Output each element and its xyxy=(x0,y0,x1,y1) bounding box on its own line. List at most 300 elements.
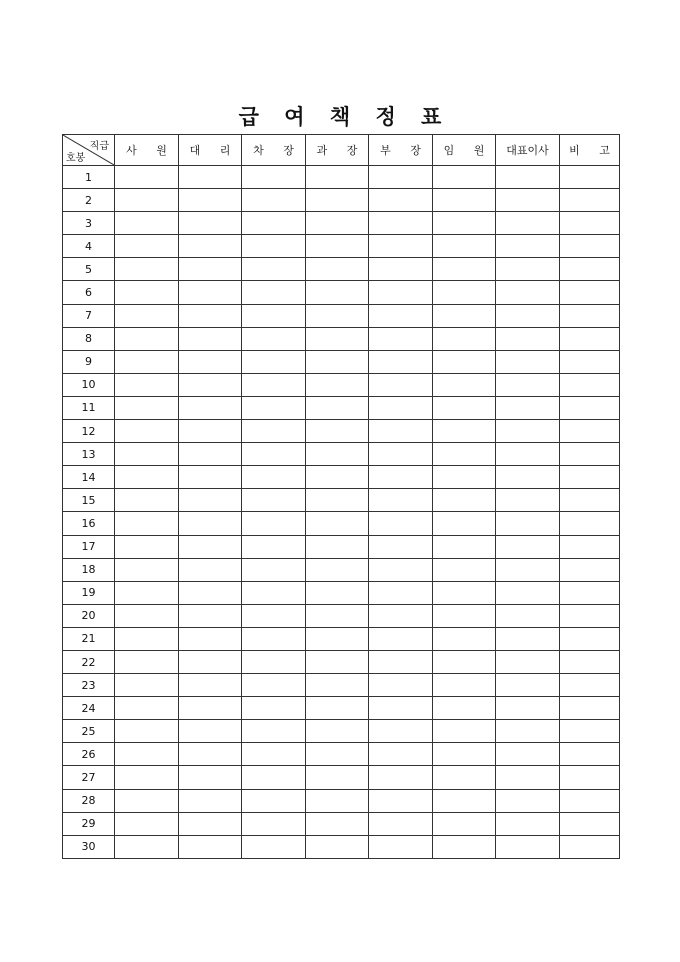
row-number-cell: 5 xyxy=(63,258,115,281)
table-cell xyxy=(496,720,560,743)
table-cell xyxy=(433,327,496,350)
table-row xyxy=(63,835,620,858)
table-cell xyxy=(115,373,179,396)
table-cell xyxy=(496,489,560,512)
table-cell xyxy=(179,766,242,789)
table-cell xyxy=(433,350,496,373)
table-cell xyxy=(306,350,369,373)
table-cell xyxy=(496,812,560,835)
table-cell xyxy=(115,212,179,235)
table-cell xyxy=(496,304,560,327)
table-cell xyxy=(242,512,306,535)
table-cell xyxy=(496,235,560,258)
table-cell xyxy=(179,720,242,743)
table-cell xyxy=(496,558,560,581)
table-cell xyxy=(306,789,369,812)
table-cell xyxy=(242,812,306,835)
table-cell xyxy=(179,235,242,258)
table-row xyxy=(63,512,620,535)
row-number-cell: 10 xyxy=(63,373,115,396)
table-cell xyxy=(115,350,179,373)
table-cell xyxy=(560,812,620,835)
table-cell xyxy=(242,420,306,443)
table-cell xyxy=(560,743,620,766)
table-cell xyxy=(560,304,620,327)
row-number-cell: 9 xyxy=(63,350,115,373)
table-cell xyxy=(179,581,242,604)
table-cell xyxy=(560,512,620,535)
table-row xyxy=(63,789,620,812)
table-cell xyxy=(369,258,433,281)
table-cell xyxy=(115,697,179,720)
row-number-cell: 3 xyxy=(63,212,115,235)
corner-label-rank: 직급 xyxy=(89,141,109,152)
row-number-cell: 12 xyxy=(63,420,115,443)
row-number-cell: 27 xyxy=(63,766,115,789)
table-cell xyxy=(306,535,369,558)
table-cell xyxy=(179,373,242,396)
table-cell xyxy=(496,466,560,489)
table-cell xyxy=(179,420,242,443)
table-cell xyxy=(560,697,620,720)
table-cell xyxy=(306,235,369,258)
table-cell xyxy=(369,304,433,327)
row-number-cell: 17 xyxy=(63,535,115,558)
table-cell xyxy=(369,558,433,581)
row-number-cell: 21 xyxy=(63,627,115,650)
table-cell xyxy=(242,627,306,650)
table-cell xyxy=(369,627,433,650)
table-cell xyxy=(560,720,620,743)
table-cell xyxy=(433,812,496,835)
table-cell xyxy=(369,674,433,697)
table-cell xyxy=(433,558,496,581)
table-row xyxy=(63,281,620,304)
table-cell xyxy=(369,235,433,258)
table-row xyxy=(63,258,620,281)
table-row xyxy=(63,327,620,350)
table-cell xyxy=(496,373,560,396)
table-cell xyxy=(306,697,369,720)
table-cell xyxy=(242,789,306,812)
table-cell xyxy=(115,466,179,489)
table-cell xyxy=(306,512,369,535)
table-cell xyxy=(560,489,620,512)
table-cell xyxy=(560,674,620,697)
table-cell xyxy=(496,512,560,535)
table-row xyxy=(63,350,620,373)
column-header: 대 리 xyxy=(179,135,242,166)
table-cell xyxy=(369,281,433,304)
table-cell xyxy=(179,212,242,235)
table-cell xyxy=(560,443,620,466)
table-cell xyxy=(242,373,306,396)
table-row xyxy=(63,373,620,396)
table-cell xyxy=(242,212,306,235)
table-cell xyxy=(433,373,496,396)
table-cell xyxy=(306,604,369,627)
table-cell xyxy=(115,604,179,627)
table-cell xyxy=(433,650,496,673)
row-number-cell: 29 xyxy=(63,812,115,835)
row-number-cell: 1 xyxy=(63,166,115,189)
table-cell xyxy=(115,627,179,650)
table-row xyxy=(63,189,620,212)
table-cell xyxy=(306,327,369,350)
table-cell xyxy=(179,489,242,512)
table-row xyxy=(63,627,620,650)
table-cell xyxy=(560,235,620,258)
row-number-cell: 30 xyxy=(63,835,115,858)
row-number-cell: 11 xyxy=(63,396,115,419)
table-cell xyxy=(242,604,306,627)
table-cell xyxy=(179,189,242,212)
table-cell xyxy=(306,281,369,304)
table-cell xyxy=(433,166,496,189)
table-cell xyxy=(369,373,433,396)
table-cell xyxy=(242,720,306,743)
table-cell xyxy=(115,789,179,812)
table-cell xyxy=(306,373,369,396)
table-cell xyxy=(115,420,179,443)
table-row xyxy=(63,466,620,489)
table-cell xyxy=(306,650,369,673)
table-cell xyxy=(115,743,179,766)
table-cell xyxy=(369,766,433,789)
table-cell xyxy=(560,789,620,812)
table-cell xyxy=(369,743,433,766)
table-cell xyxy=(306,720,369,743)
table-cell xyxy=(179,396,242,419)
table-cell xyxy=(115,535,179,558)
table-cell xyxy=(496,766,560,789)
table-cell xyxy=(306,674,369,697)
table-cell xyxy=(433,674,496,697)
table-cell xyxy=(560,650,620,673)
header-row xyxy=(63,135,620,166)
table-cell xyxy=(179,443,242,466)
row-number-cell: 4 xyxy=(63,235,115,258)
table-cell xyxy=(179,604,242,627)
table-cell xyxy=(115,235,179,258)
table-cell xyxy=(115,650,179,673)
table-cell xyxy=(496,258,560,281)
column-header: 과 장 xyxy=(306,135,369,166)
column-header: 비 고 xyxy=(560,135,620,166)
table-cell xyxy=(560,189,620,212)
table-row xyxy=(63,650,620,673)
table-cell xyxy=(560,373,620,396)
corner-header-cell xyxy=(63,135,115,166)
table-cell xyxy=(242,835,306,858)
table-cell xyxy=(433,258,496,281)
table-cell xyxy=(179,258,242,281)
table-cell xyxy=(306,466,369,489)
table-cell xyxy=(496,650,560,673)
table-cell xyxy=(560,604,620,627)
table-cell xyxy=(369,166,433,189)
table-cell xyxy=(306,835,369,858)
row-number-cell: 19 xyxy=(63,581,115,604)
column-header: 차 장 xyxy=(242,135,306,166)
table-cell xyxy=(242,674,306,697)
table-cell xyxy=(496,281,560,304)
table-cell xyxy=(179,512,242,535)
table-row xyxy=(63,697,620,720)
table-cell xyxy=(242,350,306,373)
table-cell xyxy=(433,835,496,858)
table-cell xyxy=(433,443,496,466)
table-cell xyxy=(306,443,369,466)
table-row xyxy=(63,720,620,743)
table-cell xyxy=(496,604,560,627)
table-cell xyxy=(369,697,433,720)
table-cell xyxy=(306,489,369,512)
table-cell xyxy=(369,535,433,558)
table-cell xyxy=(242,281,306,304)
table-cell xyxy=(306,258,369,281)
table-row xyxy=(63,212,620,235)
table-cell xyxy=(242,697,306,720)
row-number-cell: 18 xyxy=(63,558,115,581)
table-cell xyxy=(369,420,433,443)
table-cell xyxy=(115,720,179,743)
table-cell xyxy=(306,766,369,789)
table-cell xyxy=(433,512,496,535)
table-cell xyxy=(369,650,433,673)
table-cell xyxy=(496,674,560,697)
table-cell xyxy=(433,766,496,789)
table-cell xyxy=(242,650,306,673)
table-cell xyxy=(560,581,620,604)
table-cell xyxy=(179,627,242,650)
table-cell xyxy=(496,166,560,189)
table-row xyxy=(63,558,620,581)
table-cell xyxy=(433,466,496,489)
table-cell xyxy=(306,581,369,604)
table-cell xyxy=(115,489,179,512)
table-cell xyxy=(242,235,306,258)
table-row xyxy=(63,420,620,443)
table-cell xyxy=(115,258,179,281)
table-cell xyxy=(115,189,179,212)
table-cell xyxy=(242,304,306,327)
table-cell xyxy=(179,674,242,697)
table-cell xyxy=(496,443,560,466)
table-cell xyxy=(433,604,496,627)
table-cell xyxy=(179,835,242,858)
row-number-cell: 16 xyxy=(63,512,115,535)
table-cell xyxy=(115,443,179,466)
column-header: 부 장 xyxy=(369,135,433,166)
table-cell xyxy=(306,166,369,189)
table-cell xyxy=(433,420,496,443)
table-body xyxy=(63,166,620,859)
row-number-cell: 14 xyxy=(63,466,115,489)
table-cell xyxy=(433,281,496,304)
row-number-cell: 20 xyxy=(63,604,115,627)
table-cell xyxy=(496,350,560,373)
table-cell xyxy=(242,558,306,581)
table-cell xyxy=(560,396,620,419)
table-cell xyxy=(369,189,433,212)
table-cell xyxy=(369,396,433,419)
row-number-cell: 2 xyxy=(63,189,115,212)
table-row xyxy=(63,443,620,466)
table-cell xyxy=(369,212,433,235)
table-cell xyxy=(306,189,369,212)
table-cell xyxy=(115,835,179,858)
table-cell xyxy=(496,789,560,812)
table-cell xyxy=(115,766,179,789)
table-cell xyxy=(369,512,433,535)
table-cell xyxy=(433,581,496,604)
row-number-cell: 7 xyxy=(63,304,115,327)
table-cell xyxy=(433,489,496,512)
table-cell xyxy=(369,720,433,743)
table-cell xyxy=(242,466,306,489)
table-cell xyxy=(496,212,560,235)
table-cell xyxy=(369,350,433,373)
row-number-cell: 23 xyxy=(63,674,115,697)
table-cell xyxy=(242,327,306,350)
table-row xyxy=(63,304,620,327)
table-cell xyxy=(560,766,620,789)
table-cell xyxy=(496,581,560,604)
table-cell xyxy=(242,743,306,766)
table-cell xyxy=(242,535,306,558)
table-row xyxy=(63,166,620,189)
table-cell xyxy=(560,627,620,650)
table-cell xyxy=(369,327,433,350)
column-header: 대표이사 xyxy=(496,135,560,166)
table-cell xyxy=(433,212,496,235)
table-cell xyxy=(306,558,369,581)
table-cell xyxy=(115,281,179,304)
table-cell xyxy=(115,512,179,535)
table-cell xyxy=(496,835,560,858)
table-cell xyxy=(369,443,433,466)
table-cell xyxy=(115,558,179,581)
table-cell xyxy=(115,812,179,835)
table-cell xyxy=(496,189,560,212)
table-cell xyxy=(306,420,369,443)
column-header: 사 원 xyxy=(115,135,179,166)
table-cell xyxy=(496,627,560,650)
table-cell xyxy=(496,535,560,558)
table-cell xyxy=(369,789,433,812)
table-cell xyxy=(560,212,620,235)
table-cell xyxy=(179,327,242,350)
table-cell xyxy=(369,466,433,489)
table-cell xyxy=(179,789,242,812)
table-cell xyxy=(115,327,179,350)
table-cell xyxy=(242,189,306,212)
table-cell xyxy=(369,812,433,835)
table-cell xyxy=(179,350,242,373)
table-cell xyxy=(496,743,560,766)
table-cell xyxy=(179,466,242,489)
table-cell xyxy=(306,212,369,235)
table-cell xyxy=(560,466,620,489)
table-row xyxy=(63,581,620,604)
table-cell xyxy=(369,835,433,858)
table-cell xyxy=(242,166,306,189)
table-cell xyxy=(560,350,620,373)
table-cell xyxy=(560,258,620,281)
table-row xyxy=(63,674,620,697)
table-cell xyxy=(433,235,496,258)
table-cell xyxy=(179,535,242,558)
table-cell xyxy=(560,558,620,581)
table-cell xyxy=(179,812,242,835)
row-number-cell: 22 xyxy=(63,650,115,673)
table-cell xyxy=(179,166,242,189)
table-cell xyxy=(306,396,369,419)
row-number-cell: 6 xyxy=(63,281,115,304)
table-cell xyxy=(115,581,179,604)
table-cell xyxy=(433,789,496,812)
table-cell xyxy=(306,812,369,835)
row-number-cell: 24 xyxy=(63,697,115,720)
table-cell xyxy=(496,697,560,720)
table-cell xyxy=(433,304,496,327)
table-row xyxy=(63,235,620,258)
table-cell xyxy=(496,396,560,419)
row-number-cell: 28 xyxy=(63,789,115,812)
table-row xyxy=(63,743,620,766)
table-cell xyxy=(306,304,369,327)
table-cell xyxy=(433,720,496,743)
table-cell xyxy=(306,627,369,650)
table-cell xyxy=(560,535,620,558)
row-number-cell: 26 xyxy=(63,743,115,766)
table-cell xyxy=(560,835,620,858)
table-cell xyxy=(433,396,496,419)
table-cell xyxy=(242,258,306,281)
table-row xyxy=(63,489,620,512)
table-row xyxy=(63,604,620,627)
table-cell xyxy=(179,697,242,720)
table-cell xyxy=(306,743,369,766)
table-cell xyxy=(115,674,179,697)
row-number-cell: 13 xyxy=(63,443,115,466)
table-cell xyxy=(242,396,306,419)
table-cell xyxy=(560,166,620,189)
table-cell xyxy=(179,281,242,304)
table-row xyxy=(63,396,620,419)
table-cell xyxy=(369,604,433,627)
table-cell xyxy=(496,327,560,350)
table-cell xyxy=(560,281,620,304)
table-cell xyxy=(369,581,433,604)
table-cell xyxy=(115,166,179,189)
corner-label-grade: 호봉 xyxy=(66,153,86,164)
row-number-cell: 15 xyxy=(63,489,115,512)
table-cell xyxy=(560,420,620,443)
table-cell xyxy=(433,189,496,212)
page-title: 급 여 책 정 표 xyxy=(238,105,451,129)
table-cell xyxy=(369,489,433,512)
table-cell xyxy=(242,581,306,604)
table-cell xyxy=(179,558,242,581)
table-cell xyxy=(179,743,242,766)
table-cell xyxy=(115,304,179,327)
row-number-cell: 25 xyxy=(63,720,115,743)
table-cell xyxy=(179,650,242,673)
table-cell xyxy=(242,443,306,466)
table-cell xyxy=(433,627,496,650)
